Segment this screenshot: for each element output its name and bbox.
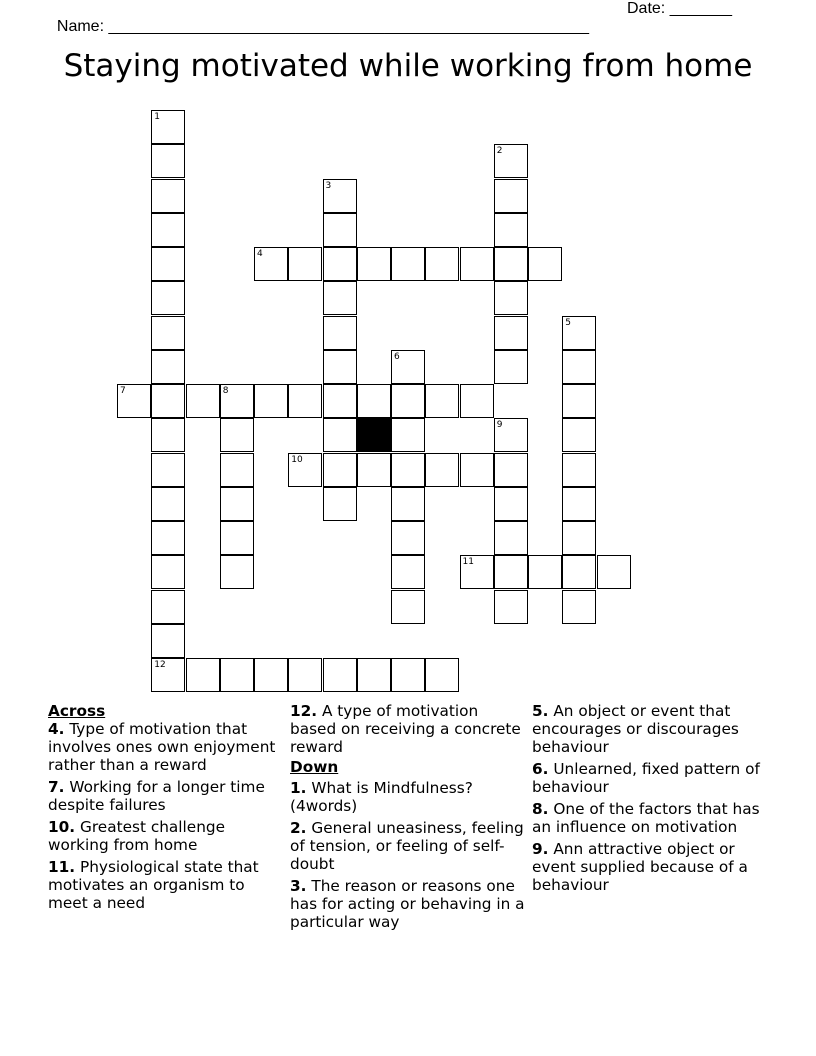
grid-cell[interactable] <box>323 281 357 315</box>
grid-cell[interactable] <box>494 281 528 315</box>
grid-cell[interactable] <box>597 555 631 589</box>
grid-cell[interactable] <box>288 384 322 418</box>
grid-cell[interactable] <box>323 213 357 247</box>
grid-cell[interactable] <box>323 658 357 692</box>
grid-cell[interactable] <box>391 247 425 281</box>
grid-cell[interactable] <box>494 247 528 281</box>
grid-cell[interactable] <box>151 179 185 213</box>
grid-cell[interactable] <box>460 384 494 418</box>
grid-cell[interactable] <box>494 350 528 384</box>
clue-down-3: 3. The reason or reasons one has for acting or behaving in a particular way <box>290 877 525 931</box>
grid-cell[interactable] <box>357 658 391 692</box>
grid-cell[interactable] <box>391 418 425 452</box>
date-field-label: Date: _______ <box>627 0 732 17</box>
grid-cell[interactable] <box>391 555 425 589</box>
grid-cell[interactable] <box>494 316 528 350</box>
clue-number-11: 11 <box>462 557 474 568</box>
clue-across-10: 10. Greatest challenge working from home <box>48 818 226 854</box>
grid-cell[interactable] <box>391 487 425 521</box>
grid-cell[interactable] <box>562 555 596 589</box>
clue-down-8: 8. One of the factors that has an influence on motivation <box>532 800 760 836</box>
grid-cell[interactable] <box>528 555 562 589</box>
grid-cell[interactable] <box>151 555 185 589</box>
grid-cell[interactable] <box>220 521 254 555</box>
grid-cell[interactable] <box>562 521 596 555</box>
grid-cell[interactable] <box>220 555 254 589</box>
clue-across-7: 7. Working for a longer time despite failures <box>48 778 265 814</box>
down-heading: Down <box>290 758 339 776</box>
grid-cell[interactable] <box>254 384 288 418</box>
grid-cell[interactable] <box>357 384 391 418</box>
grid-cell[interactable] <box>494 179 528 213</box>
grid-cell[interactable] <box>151 487 185 521</box>
grid-cell[interactable] <box>220 487 254 521</box>
grid-cell[interactable] <box>186 658 220 692</box>
clues-column-3 <box>532 702 762 898</box>
clue-number-6: 6 <box>394 351 400 362</box>
grid-cell[interactable] <box>357 247 391 281</box>
grid-cell[interactable] <box>323 453 357 487</box>
grid-cell[interactable] <box>151 590 185 624</box>
grid-cell[interactable] <box>391 453 425 487</box>
grid-cell[interactable] <box>151 316 185 350</box>
grid-cell[interactable] <box>425 658 459 692</box>
clue-down-9: 9. Ann attractive object or event supplied because of a behaviour <box>532 840 748 894</box>
grid-cell[interactable] <box>323 418 357 452</box>
grid-cell[interactable] <box>562 350 596 384</box>
clue-across-4: 4. Type of motivation that involves ones own enjoyment rather than a reward <box>48 720 276 774</box>
grid-cell[interactable] <box>562 384 596 418</box>
clue-number-12: 12 <box>154 660 166 670</box>
grid-cell[interactable] <box>151 384 185 418</box>
blocked-cell <box>357 418 391 452</box>
clue-number-7: 7 <box>120 386 126 396</box>
grid-cell[interactable] <box>494 555 528 589</box>
clue-number-9: 9 <box>496 420 503 431</box>
clues-column-1 <box>48 702 276 916</box>
page-title: Staying motivated while working from home <box>63 48 753 84</box>
grid-cell[interactable] <box>357 453 391 487</box>
grid-cell[interactable] <box>323 384 357 418</box>
clue-number-8: 8 <box>222 386 229 396</box>
grid-cell[interactable] <box>254 658 288 692</box>
grid-cell[interactable] <box>391 521 425 555</box>
grid-cell[interactable] <box>562 418 596 452</box>
grid-cell[interactable] <box>494 453 528 487</box>
grid-cell[interactable] <box>220 658 254 692</box>
grid-cell[interactable] <box>460 247 494 281</box>
clue-number-2: 2 <box>496 146 503 157</box>
grid-cell[interactable] <box>494 487 528 521</box>
clues-column-2 <box>290 702 526 935</box>
across-heading: Across <box>48 702 106 720</box>
grid-cell[interactable] <box>323 350 357 384</box>
grid-cell[interactable] <box>494 213 528 247</box>
clue-number-10: 10 <box>291 454 303 465</box>
grid-cell[interactable] <box>425 453 459 487</box>
grid-cell[interactable] <box>288 658 322 692</box>
grid-cell[interactable] <box>288 247 322 281</box>
clue-number-1: 1 <box>154 112 160 122</box>
grid-cell[interactable] <box>494 521 528 555</box>
clue-across-11: 11. Physiological state that motivates an organism to meet a need <box>48 858 259 912</box>
grid-cell[interactable] <box>151 624 185 658</box>
grid-cell[interactable] <box>323 247 357 281</box>
grid-cell[interactable] <box>151 247 185 281</box>
grid-cell[interactable] <box>425 384 459 418</box>
grid-cell[interactable] <box>186 384 220 418</box>
grid-cell[interactable] <box>425 247 459 281</box>
grid-cell[interactable] <box>528 247 562 281</box>
clue-number-3: 3 <box>325 180 332 191</box>
clue-number-4: 4 <box>257 249 263 259</box>
grid-cell[interactable] <box>151 281 185 315</box>
grid-cell[interactable] <box>220 418 254 452</box>
grid-cell[interactable] <box>151 350 185 384</box>
grid-cell[interactable] <box>151 144 185 178</box>
grid-cell[interactable] <box>562 453 596 487</box>
name-field-label: Name: ______________________________________________________ <box>56 18 589 35</box>
grid-cell[interactable] <box>391 658 425 692</box>
grid-cell[interactable] <box>151 418 185 452</box>
grid-cell[interactable] <box>323 316 357 350</box>
grid-cell[interactable] <box>151 213 185 247</box>
clue-down-2: 2. General uneasiness, feeling of tension, or feeling of self-doubt <box>290 819 524 873</box>
grid-cell[interactable] <box>151 453 185 487</box>
clue-across-12: 12. A type of motivation based on receiving a concrete reward <box>290 702 521 756</box>
grid-cell[interactable] <box>391 384 425 418</box>
clue-down-5: 5. An object or event that encourages or discourages behaviour <box>532 702 739 756</box>
grid-cell[interactable] <box>494 590 528 624</box>
grid-cell[interactable] <box>151 521 185 555</box>
grid-cell[interactable] <box>562 590 596 624</box>
grid-cell[interactable] <box>220 453 254 487</box>
grid-cell[interactable] <box>460 453 494 487</box>
grid-cell[interactable] <box>391 590 425 624</box>
clue-down-6: 6. Unlearned, fixed pattern of behaviour <box>532 760 760 796</box>
grid-cell[interactable] <box>562 487 596 521</box>
grid-cell[interactable] <box>323 487 357 521</box>
clue-number-5: 5 <box>565 317 571 328</box>
clue-down-1: 1. What is Mindfulness? (4words) <box>290 779 473 815</box>
